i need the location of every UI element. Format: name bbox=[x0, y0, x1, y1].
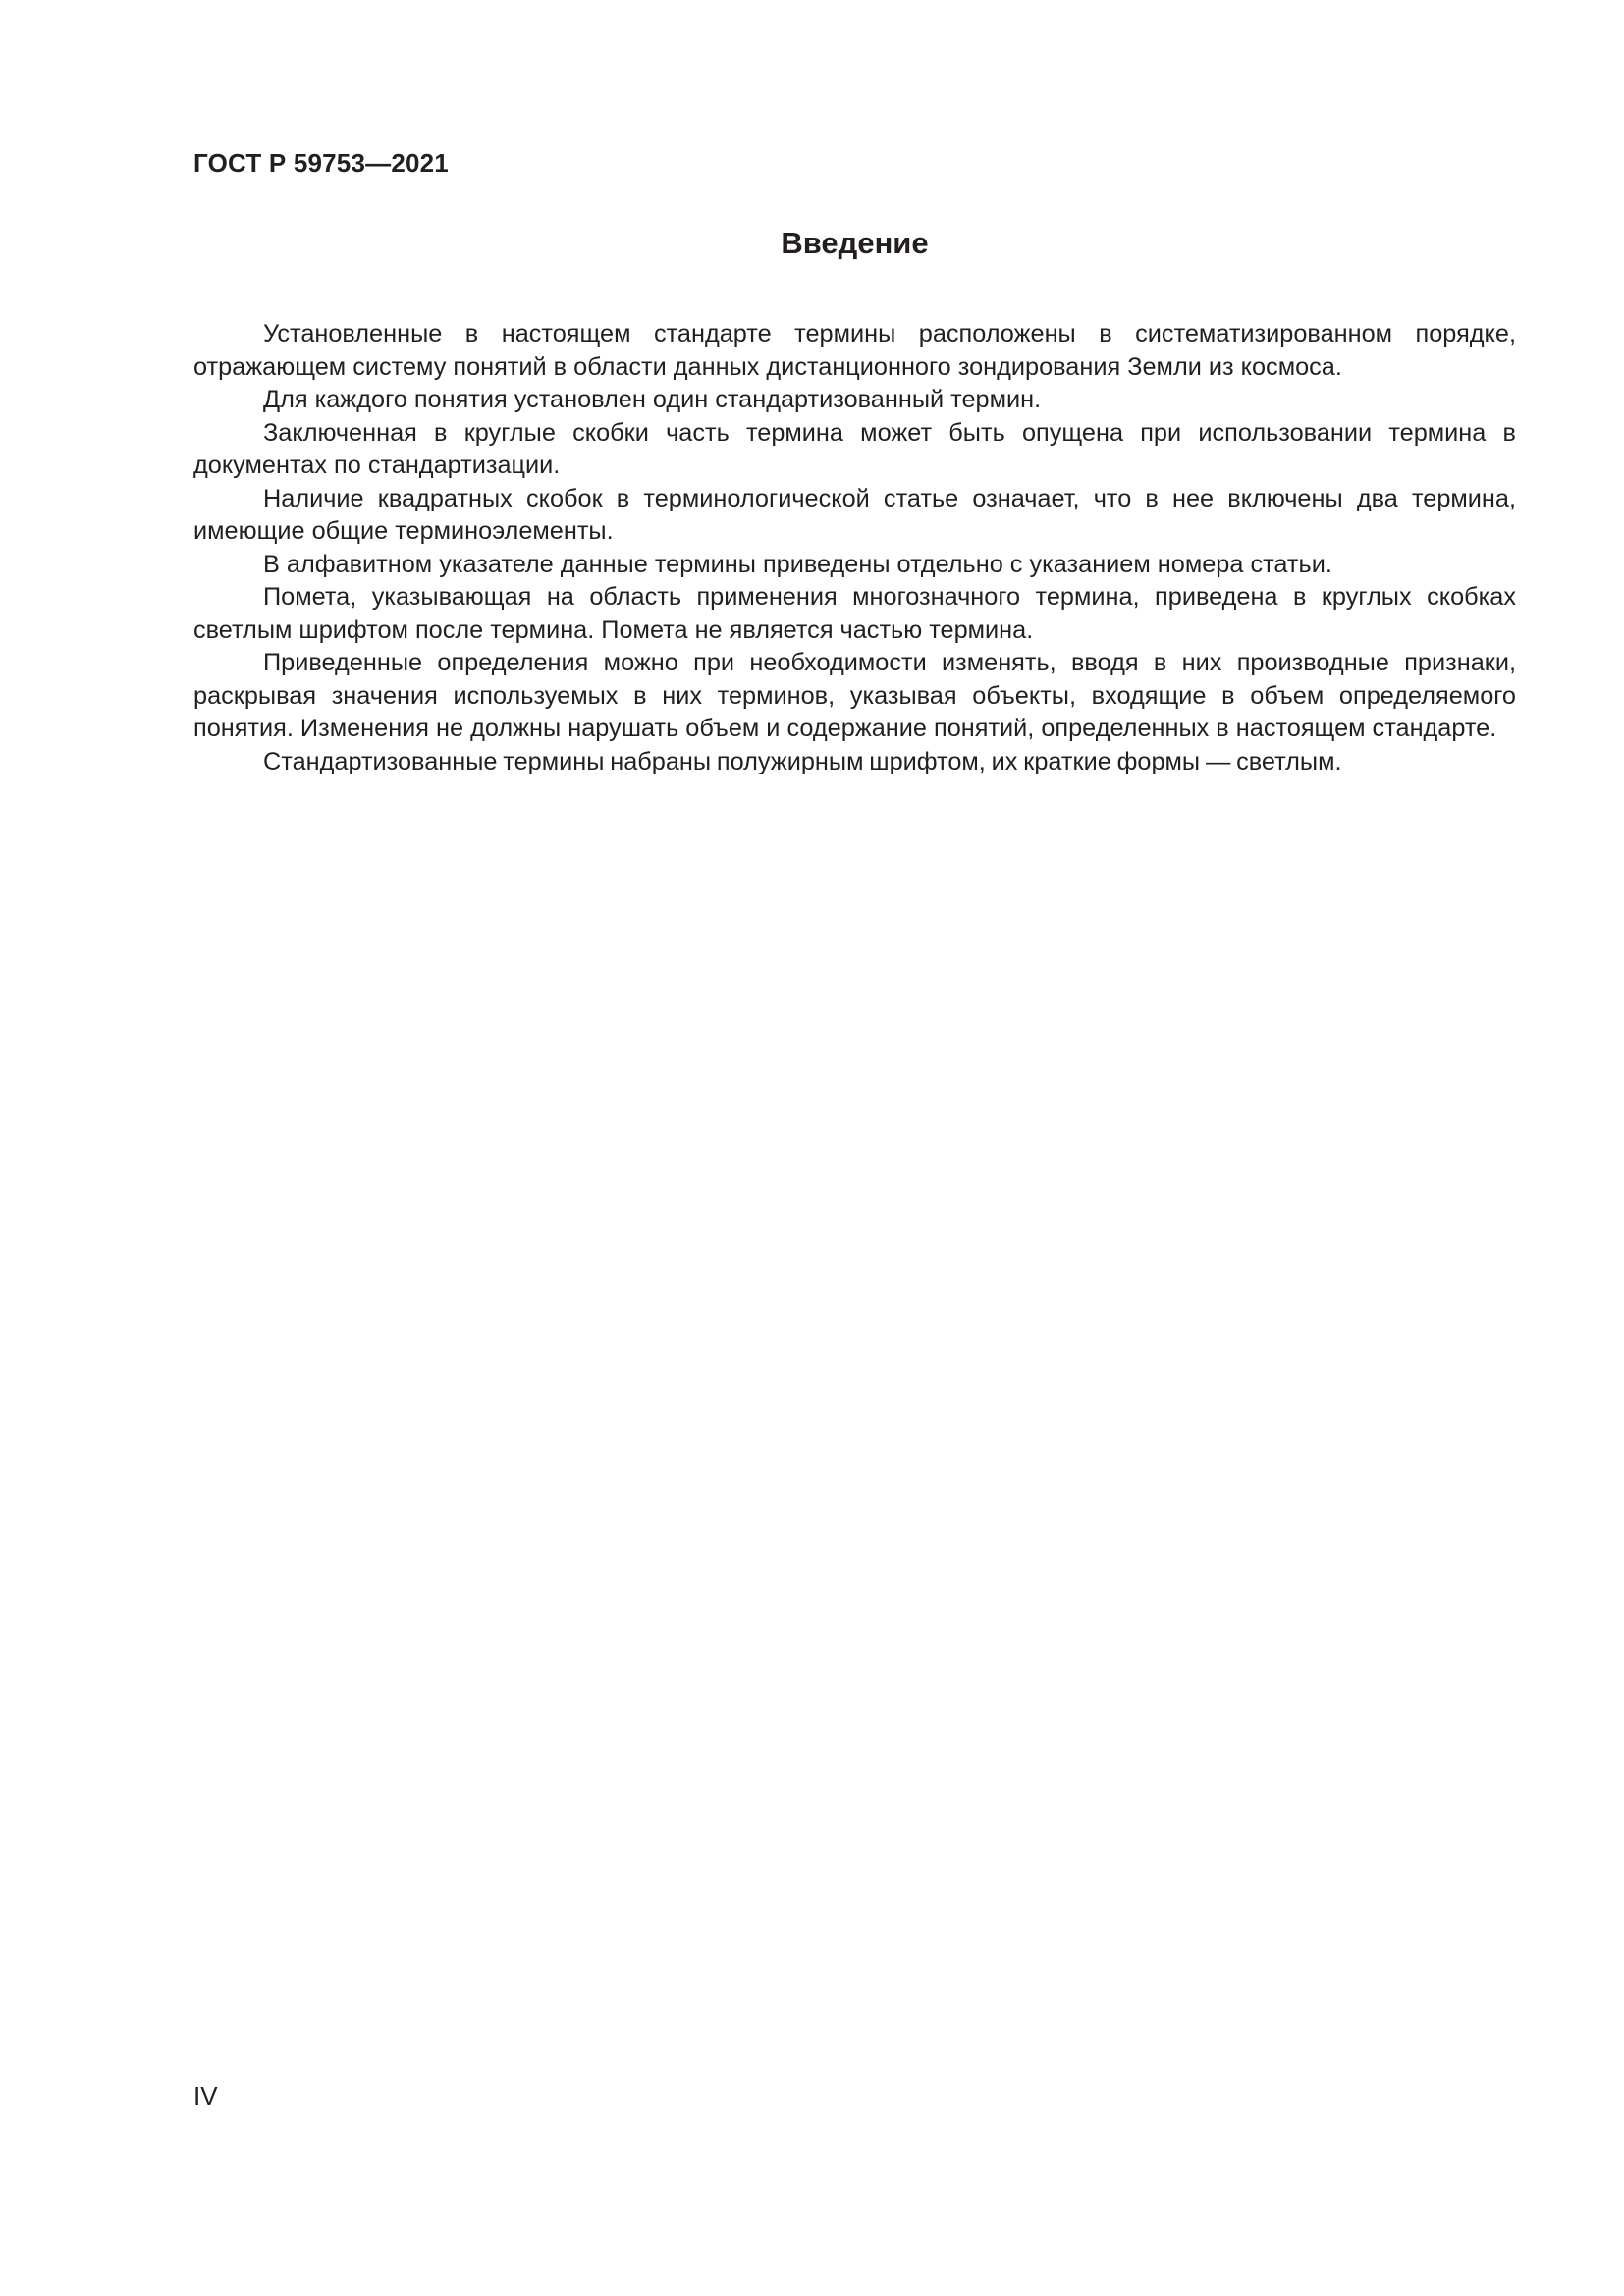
paragraph: В алфавитном указателе данные термины приведены отдельно с указанием номера статьи. bbox=[263, 550, 1332, 578]
section-title: Введение bbox=[781, 226, 929, 260]
paragraph: Заключенная в круглые скобки часть термина может быть опущена при использовании термина в документах по стандартизации. bbox=[193, 418, 1516, 479]
paragraph: Стандартизованные термины набраны полужирным шрифтом, их краткие формы — светлым. bbox=[263, 747, 1342, 775]
document-code: ГОСТ Р 59753—2021 bbox=[193, 148, 449, 178]
paragraph: Для каждого понятия установлен один стандартизованный термин. bbox=[263, 386, 1042, 413]
page-number: IV bbox=[193, 2081, 218, 2110]
introduction-body bbox=[193, 318, 1516, 778]
paragraph: Наличие квадратных скобок в терминологической статье означает, что в нее включены два термина, имеющие общие терминоэлементы. bbox=[193, 484, 1516, 545]
paragraph: Приведенные определения можно при необходимости изменять, вводя в них производные признаки, раскрывая значения используемых в них терминов, указывая объекты, входящие в объем определяемого понятия. Изменения не должны нарушать объем и содержание понятий, определенных в настоящем стандарте. bbox=[193, 649, 1516, 742]
paragraph: Помета, указывающая на область применения многозначного термина, приведена в круглых скобках светлым шрифтом после термина. Помета не является частью термина. bbox=[193, 583, 1516, 644]
paragraph: Установленные в настоящем стандарте термины расположены в систематизированном порядке, отражающем систему понятий в области данных дистанционного зондирования Земли из космоса. bbox=[193, 320, 1516, 381]
